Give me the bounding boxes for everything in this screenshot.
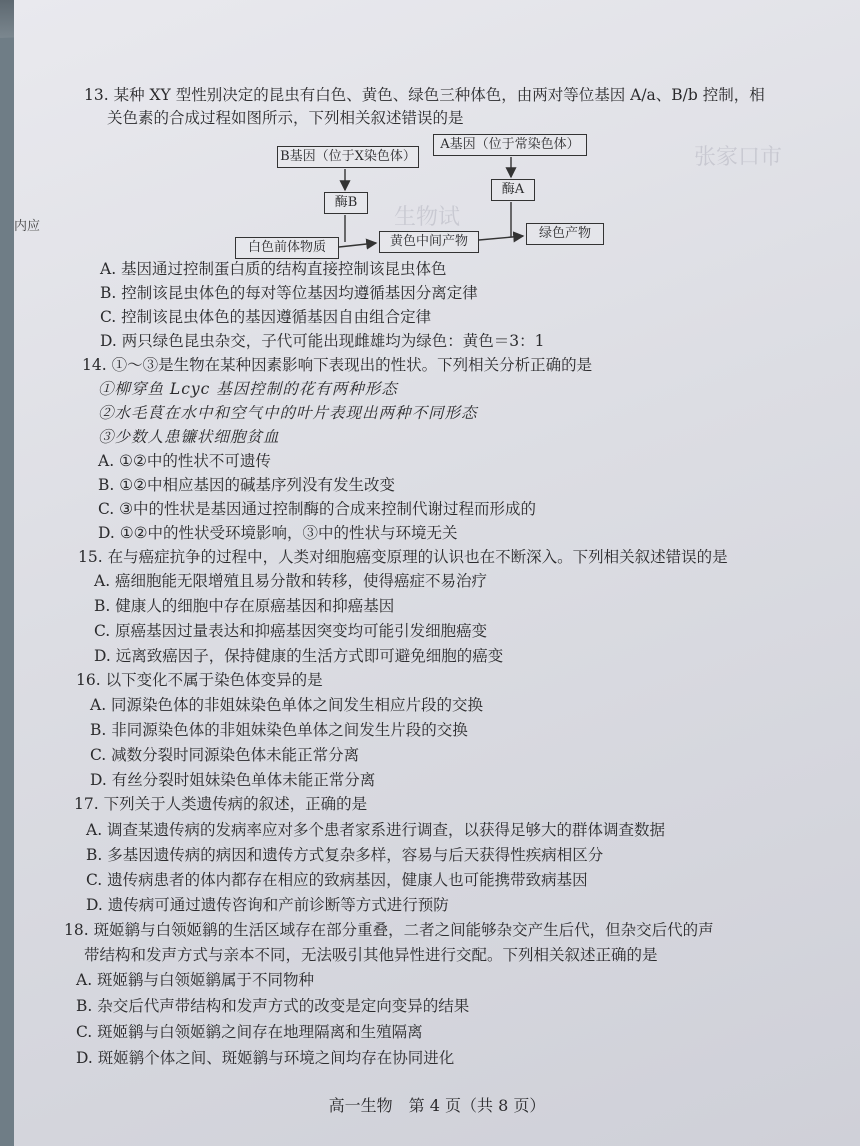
enzyme-b-box: 酶B	[324, 192, 368, 214]
q17-option-c: C. 遗传病患者的体内都存在相应的致病基因，健康人也可能携带致病基因	[86, 871, 588, 889]
q13-stem-line2: 关色素的合成过程如图所示，下列相关叙述错误的是	[107, 109, 464, 127]
q15-option-d: D. 远离致癌因子，保持健康的生活方式即可避免细胞的癌变	[94, 647, 504, 665]
q16-option-d: D. 有丝分裂时姐妹染色单体未能正常分离	[90, 771, 376, 789]
q13-option-a: A. 基因通过控制蛋白质的结构直接控制该昆虫体色	[100, 260, 447, 278]
white-precursor-box: 白色前体物质	[235, 237, 339, 259]
q14-item-1: ①柳穿鱼 Lcyc 基因控制的花有两种形态	[98, 380, 398, 398]
q14-item-2: ②水毛茛在水中和空气中的叶片表现出两种不同形态	[98, 404, 478, 422]
q18-option-c: C. 斑姬鹟与白领姬鹟之间存在地理隔离和生殖隔离	[76, 1023, 423, 1041]
q16-option-c: C. 减数分裂时同源染色体未能正常分离	[90, 746, 360, 764]
arrow-yellow-to-green	[479, 236, 523, 240]
q18-option-a: A. 斑姬鹟与白领姬鹟属于不同物种	[76, 971, 315, 989]
page-footer: 高一生物 第 4 页（共 8 页）	[328, 1096, 546, 1115]
q17-stem: 17. 下列关于人类遗传病的叙述，正确的是	[74, 795, 368, 813]
a-gene-box: A基因（位于常染色体）	[433, 134, 587, 156]
q14-stem: 14. ①～③是生物在某种因素影响下表现出的性状。下列相关分析正确的是	[82, 356, 593, 374]
bleed-through-text: 张家口市	[694, 145, 783, 170]
q14-option-c: C. ③中的性状是基因通过控制酶的合成来控制代谢过程而形成的	[98, 500, 537, 518]
margin-fragment: 内应	[14, 219, 41, 234]
q15-stem: 15. 在与癌症抗争的过程中，人类对细胞癌变原理的认识也在不断深入。下列相关叙述错误的是	[78, 548, 728, 566]
q15-option-c: C. 原癌基因过量表达和抑癌基因突变均可能引发细胞癌变	[94, 622, 488, 640]
b-gene-box: B基因（位于X染色体）	[277, 146, 419, 168]
q18-stem-line2: 带结构和发声方式与亲本不同，无法吸引其他异性进行交配。下列相关叙述正确的是	[84, 946, 658, 964]
q14-option-a: A. ①②中的性状不可遗传	[98, 452, 271, 470]
q14-item-3: ③少数人患镰状细胞贫血	[98, 428, 280, 446]
q18-stem-line1: 18. 斑姬鹟与白领姬鹟的生活区域存在部分重叠，二者之间能够杂交产生后代，但杂交后代的声	[64, 921, 714, 939]
q16-stem: 16. 以下变化不属于染色体变异的是	[76, 671, 323, 689]
q15-option-a: A. 癌细胞能无限增殖且易分散和转移，使得癌症不易治疗	[94, 572, 488, 590]
q17-option-a: A. 调查某遗传病的发病率应对多个患者家系进行调查，以获得足够大的群体调查数据	[86, 821, 666, 839]
q18-option-b: B. 杂交后代声带结构和发声方式的改变是定向变异的结果	[76, 997, 470, 1015]
q16-option-a: A. 同源染色体的非姐妹染色单体之间发生相应片段的交换	[90, 696, 484, 714]
q17-option-d: D. 遗传病可通过遗传咨询和产前诊断等方式进行预防	[86, 896, 449, 914]
q18-option-d: D. 斑姬鹟个体之间、斑姬鹟与环境之间均存在协同进化	[76, 1049, 455, 1067]
arrow-white-to-yellow	[339, 243, 376, 247]
q16-option-b: B. 非同源染色体的非姐妹染色单体之间发生片段的交换	[90, 721, 468, 739]
q13-option-c: C. 控制该昆虫体色的基因遵循基因自由组合定律	[100, 308, 432, 326]
yellow-intermediate-box: 黄色中间产物	[379, 231, 479, 253]
q14-option-b: B. ①②中相应基因的碱基序列没有发生改变	[98, 476, 396, 494]
q13-option-d: D. 两只绿色昆虫杂交，子代可能出现雌雄均为绿色：黄色＝3：1	[100, 332, 545, 350]
q13-option-b: B. 控制该昆虫体色的每对等位基因均遵循基因分离定律	[100, 284, 478, 302]
enzyme-a-box: 酶A	[491, 179, 535, 201]
q15-option-b: B. 健康人的细胞中存在原癌基因和抑癌基因	[94, 597, 395, 615]
exam-page	[14, 0, 860, 1146]
green-product-box: 绿色产物	[526, 223, 604, 245]
diagram-arrows	[14, 0, 860, 300]
q13-stem-line1: 13. 某种 XY 型性别决定的昆虫有白色、黄色、绿色三种体色，由两对等位基因 A/a、B/b 控制，相	[84, 86, 765, 104]
q17-option-b: B. 多基因遗传病的病因和遗传方式复杂多样，容易与后天获得性疾病相区分	[86, 846, 604, 864]
q14-option-d: D. ①②中的性状受环境影响，③中的性状与环境无关	[98, 524, 458, 542]
bleed-through-text: 生物试	[394, 205, 461, 230]
